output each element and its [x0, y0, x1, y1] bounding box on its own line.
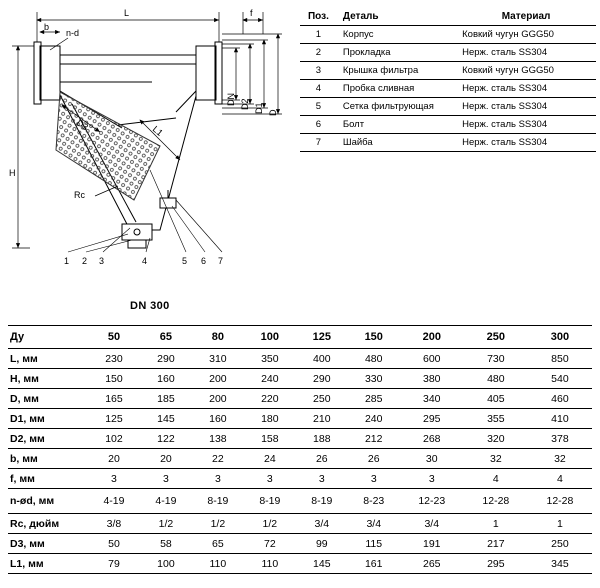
- table-row: [8, 369, 592, 389]
- dim-cell: 378: [528, 429, 592, 449]
- dim-cell: 295: [400, 409, 464, 429]
- dim-cell: 20: [140, 449, 192, 469]
- dim-cell: 122: [140, 429, 192, 449]
- dim-cell: 330: [348, 369, 400, 389]
- parts-cell-pos: 6: [300, 116, 337, 134]
- dim-cell: 400: [296, 349, 348, 369]
- table-row: [300, 80, 596, 98]
- table-row: [300, 116, 596, 134]
- parts-cell-detail: Шайба: [337, 134, 458, 152]
- label-b: b: [44, 22, 50, 32]
- dim-header-300: 300: [528, 326, 592, 349]
- dim-cell: 3/8: [88, 514, 140, 534]
- parts-header-detail: Деталь: [337, 8, 458, 26]
- drawing-caption: DN 300: [130, 300, 170, 312]
- dim-row-label: D, мм: [8, 389, 88, 409]
- callout-5: 5: [182, 256, 188, 266]
- dim-cell: 188: [296, 429, 348, 449]
- dim-cell: 405: [464, 389, 528, 409]
- parts-table-header-row: [300, 8, 596, 26]
- table-row: [8, 349, 592, 369]
- dim-cell: 3: [400, 469, 464, 489]
- dim-cell: 158: [244, 429, 296, 449]
- dim-cell: 4: [528, 469, 592, 489]
- parts-cell-material: Нерж. сталь SS304: [458, 44, 596, 62]
- dim-cell: 480: [464, 369, 528, 389]
- dim-row-label: f, мм: [8, 469, 88, 489]
- parts-cell-detail: Болт: [337, 116, 458, 134]
- dim-cell: 1/2: [192, 514, 244, 534]
- dim-cell: 161: [348, 554, 400, 574]
- dim-cell: 240: [348, 409, 400, 429]
- label-DN: DN: [226, 93, 236, 106]
- table-row: [300, 98, 596, 116]
- dim-row-label: Rc, дюйм: [8, 514, 88, 534]
- dim-cell: 12-28: [528, 489, 592, 514]
- parts-cell-pos: 1: [300, 26, 337, 44]
- dim-row-label: n-ød, мм: [8, 489, 88, 514]
- dim-cell: 125: [88, 409, 140, 429]
- table-row: [8, 449, 592, 469]
- parts-header-material: Материал: [458, 8, 596, 26]
- dim-header-250: 250: [464, 326, 528, 349]
- dim-cell: 268: [400, 429, 464, 449]
- parts-cell-detail: Крышка фильтра: [337, 62, 458, 80]
- dim-cell: 340: [400, 389, 464, 409]
- dim-row-label: D3, мм: [8, 534, 88, 554]
- dim-cell: 290: [140, 349, 192, 369]
- label-Rc: Rc: [74, 190, 85, 200]
- dim-cell: 3: [140, 469, 192, 489]
- dim-cell: 115: [348, 534, 400, 554]
- label-D: D: [268, 109, 278, 116]
- dim-cell: 102: [88, 429, 140, 449]
- dim-row-label: b, мм: [8, 449, 88, 469]
- table-row: [8, 409, 592, 429]
- parts-cell-material: Нерж. сталь SS304: [458, 80, 596, 98]
- dim-cell: 250: [296, 389, 348, 409]
- dim-cell: 79: [88, 554, 140, 574]
- dim-cell: 160: [140, 369, 192, 389]
- parts-cell-pos: 2: [300, 44, 337, 62]
- dim-cell: 165: [88, 389, 140, 409]
- dim-header-200: 200: [400, 326, 464, 349]
- parts-cell-pos: 4: [300, 80, 337, 98]
- dim-cell: 1/2: [244, 514, 296, 534]
- strainer-technical-drawing: [0, 0, 296, 300]
- dim-header-125: 125: [296, 326, 348, 349]
- dim-header-du: Ду: [8, 326, 88, 349]
- callout-6: 6: [201, 256, 207, 266]
- label-n-d: n-d: [66, 28, 80, 38]
- table-row: [300, 134, 596, 152]
- dim-cell: 100: [140, 554, 192, 574]
- dim-cell: 185: [140, 389, 192, 409]
- dim-row-label: H, мм: [8, 369, 88, 389]
- dim-cell: 3: [244, 469, 296, 489]
- dim-cell: 3: [192, 469, 244, 489]
- dim-cell: 32: [528, 449, 592, 469]
- dim-cell: 290: [296, 369, 348, 389]
- dim-cell: 850: [528, 349, 592, 369]
- parts-cell-material: Нерж. сталь SS304: [458, 134, 596, 152]
- dim-cell: 265: [400, 554, 464, 574]
- callout-3: 3: [99, 256, 105, 266]
- dim-cell: 1/2: [140, 514, 192, 534]
- dim-cell: 1: [464, 514, 528, 534]
- dim-header-80: 80: [192, 326, 244, 349]
- table-row: [8, 489, 592, 514]
- dim-cell: 4-19: [140, 489, 192, 514]
- dim-cell: 410: [528, 409, 592, 429]
- dim-cell: 3/4: [296, 514, 348, 534]
- label-D1: D1: [254, 102, 264, 114]
- dim-cell: 3: [348, 469, 400, 489]
- parts-cell-detail: Прокладка: [337, 44, 458, 62]
- dim-cell: 3/4: [400, 514, 464, 534]
- dim-cell: 285: [348, 389, 400, 409]
- parts-cell-detail: Пробка сливная: [337, 80, 458, 98]
- dim-cell: 8-19: [244, 489, 296, 514]
- dim-cell: 180: [244, 409, 296, 429]
- parts-cell-material: Ковкий чугун GGG50: [458, 26, 596, 44]
- dim-cell: 730: [464, 349, 528, 369]
- dim-cell: 600: [400, 349, 464, 369]
- dim-cell: 160: [192, 409, 244, 429]
- dim-cell: 4-19: [88, 489, 140, 514]
- dim-cell: 480: [348, 349, 400, 369]
- dim-cell: 217: [464, 534, 528, 554]
- dim-cell: 8-23: [348, 489, 400, 514]
- dim-cell: 72: [244, 534, 296, 554]
- table-row: [8, 429, 592, 449]
- dim-cell: 145: [296, 554, 348, 574]
- dim-header-65: 65: [140, 326, 192, 349]
- parts-cell-pos: 3: [300, 62, 337, 80]
- dim-row-label: L1, мм: [8, 554, 88, 574]
- dim-cell: 200: [192, 389, 244, 409]
- dim-cell: 22: [192, 449, 244, 469]
- dim-cell: 210: [296, 409, 348, 429]
- parts-cell-material: Ковкий чугун GGG50: [458, 62, 596, 80]
- dim-cell: 460: [528, 389, 592, 409]
- dim-cell: 3/4: [348, 514, 400, 534]
- dim-cell: 24: [244, 449, 296, 469]
- label-H: H: [9, 168, 16, 178]
- parts-cell-detail: Корпус: [337, 26, 458, 44]
- dimensions-table: [8, 325, 592, 574]
- table-row: [8, 554, 592, 574]
- dim-cell: 1: [528, 514, 592, 534]
- dim-cell: 3: [88, 469, 140, 489]
- dim-cell: 220: [244, 389, 296, 409]
- dimensions-header-row: [8, 326, 592, 349]
- parts-cell-pos: 5: [300, 98, 337, 116]
- dim-header-100: 100: [244, 326, 296, 349]
- dim-cell: 380: [400, 369, 464, 389]
- dim-row-label: L, мм: [8, 349, 88, 369]
- parts-cell-pos: 7: [300, 134, 337, 152]
- dim-cell: 145: [140, 409, 192, 429]
- dim-cell: 8-19: [192, 489, 244, 514]
- dim-cell: 12-23: [400, 489, 464, 514]
- table-row: [300, 44, 596, 62]
- table-row: [300, 26, 596, 44]
- dim-cell: 355: [464, 409, 528, 429]
- dim-cell: 310: [192, 349, 244, 369]
- label-f: f: [250, 8, 253, 18]
- table-row: [8, 514, 592, 534]
- dim-cell: 30: [400, 449, 464, 469]
- dim-cell: 350: [244, 349, 296, 369]
- dim-cell: 320: [464, 429, 528, 449]
- dim-cell: 345: [528, 554, 592, 574]
- callout-7: 7: [218, 256, 224, 266]
- dim-cell: 12-28: [464, 489, 528, 514]
- parts-cell-material: Нерж. сталь SS304: [458, 116, 596, 134]
- table-row: [8, 469, 592, 489]
- parts-cell-detail: Сетка фильтрующая: [337, 98, 458, 116]
- dim-cell: 20: [88, 449, 140, 469]
- dim-cell: 50: [88, 534, 140, 554]
- dim-cell: 150: [88, 369, 140, 389]
- dim-cell: 65: [192, 534, 244, 554]
- dim-cell: 212: [348, 429, 400, 449]
- label-D3: D3: [74, 117, 91, 133]
- dim-cell: 32: [464, 449, 528, 469]
- parts-material-table: [300, 8, 596, 152]
- callout-1: 1: [64, 256, 70, 266]
- dim-header-150: 150: [348, 326, 400, 349]
- dim-header-50: 50: [88, 326, 140, 349]
- dim-cell: 26: [348, 449, 400, 469]
- dim-cell: 99: [296, 534, 348, 554]
- table-row: [8, 389, 592, 409]
- dim-cell: 26: [296, 449, 348, 469]
- parts-header-pos: Поз.: [300, 8, 337, 26]
- dim-cell: 110: [244, 554, 296, 574]
- dim-cell: 4: [464, 469, 528, 489]
- dim-cell: 540: [528, 369, 592, 389]
- dim-cell: 191: [400, 534, 464, 554]
- dim-cell: 8-19: [296, 489, 348, 514]
- table-row: [8, 534, 592, 554]
- dim-cell: 250: [528, 534, 592, 554]
- label-D2: D2: [240, 98, 250, 110]
- dim-cell: 295: [464, 554, 528, 574]
- label-L: L: [124, 8, 130, 18]
- dim-cell: 58: [140, 534, 192, 554]
- table-row: [300, 62, 596, 80]
- dim-cell: 200: [192, 369, 244, 389]
- dim-cell: 230: [88, 349, 140, 369]
- dim-cell: 110: [192, 554, 244, 574]
- drawing-svg: [0, 0, 296, 300]
- callout-4: 4: [142, 256, 148, 266]
- dim-row-label: D2, мм: [8, 429, 88, 449]
- dim-cell: 240: [244, 369, 296, 389]
- dimensions-section: [8, 325, 592, 574]
- parts-cell-material: Нерж. сталь SS304: [458, 98, 596, 116]
- dim-cell: 138: [192, 429, 244, 449]
- dim-row-label: D1, мм: [8, 409, 88, 429]
- dim-cell: 3: [296, 469, 348, 489]
- label-L1: L1: [150, 123, 165, 138]
- callout-2: 2: [82, 256, 88, 266]
